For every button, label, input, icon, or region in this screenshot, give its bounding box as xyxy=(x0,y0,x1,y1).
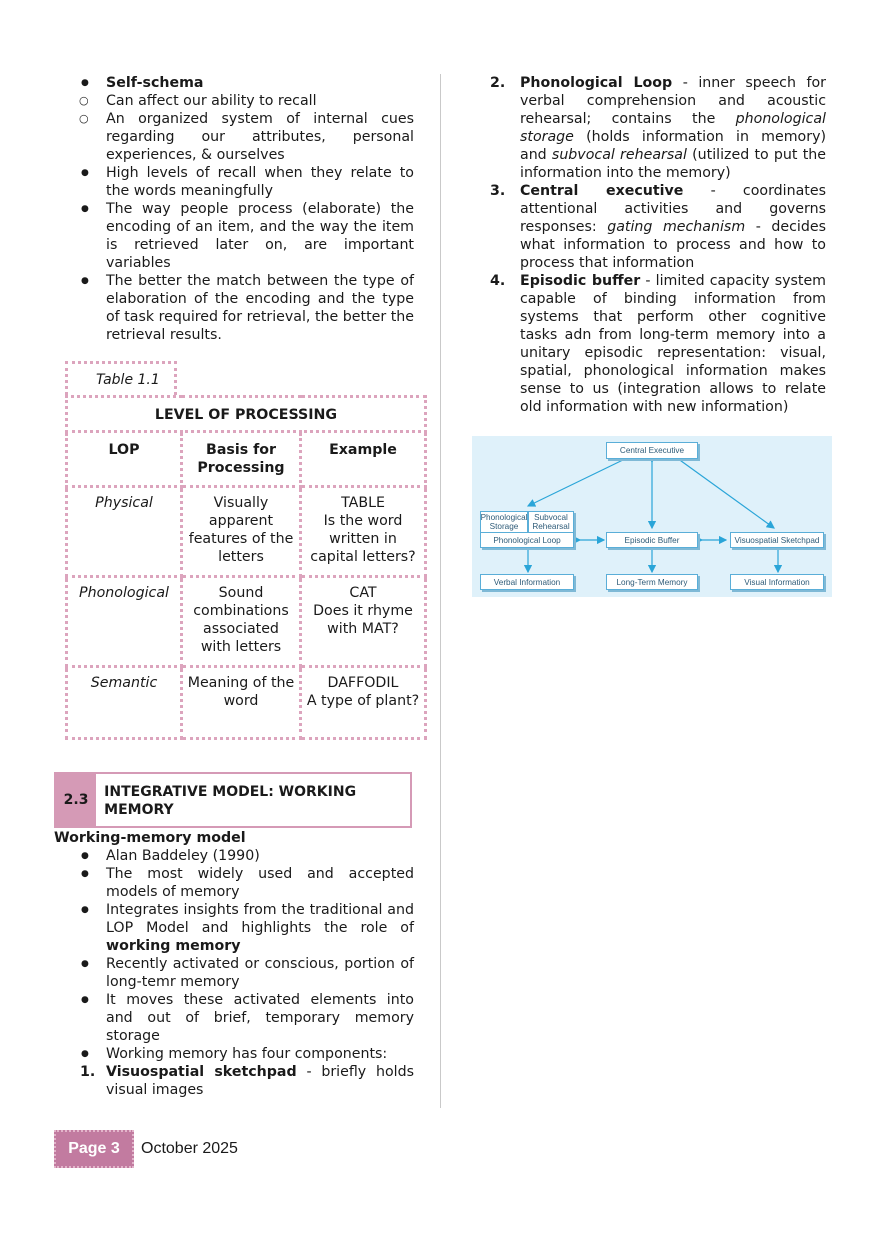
page-number-badge: Page 3 xyxy=(54,1130,134,1168)
column-header: Example xyxy=(301,432,426,487)
long-term-memory-box: Long-Term Memory xyxy=(606,574,698,590)
example-word: TABLE xyxy=(341,495,385,511)
list-item xyxy=(54,1063,414,1099)
self-schema-list xyxy=(54,74,414,92)
example-word: CAT xyxy=(349,585,377,601)
table-cell xyxy=(301,577,426,667)
list-item xyxy=(54,74,414,92)
section-number: 2.3 xyxy=(56,774,96,826)
section-header xyxy=(54,772,412,828)
list-item: ● The way people process (elaborate) the encoding of an item, and the way the item is retrieved later on, are important variables xyxy=(54,200,414,272)
central-executive-box: Central Executive xyxy=(606,442,698,459)
table-row xyxy=(67,667,426,739)
lop-table xyxy=(65,395,427,740)
working-memory-term: working memory xyxy=(106,938,241,954)
item-number: 2. xyxy=(490,75,506,91)
phonological-loop-box: Phonological Loop xyxy=(480,532,574,548)
table-row xyxy=(67,577,426,667)
item-number: 3. xyxy=(490,183,506,199)
wm-heading: Working-memory model xyxy=(54,830,246,846)
column-divider xyxy=(440,74,441,1108)
example-question: Is the word written in capital letters? xyxy=(310,513,416,565)
section-title: INTEGRATIVE MODEL: WORKING MEMORY xyxy=(104,784,357,818)
list-item: ● Recently activated or conscious, portion of long-temr memory xyxy=(54,955,414,991)
component-name: Central executive xyxy=(520,183,684,199)
term: phonological storage xyxy=(520,111,826,145)
working-memory-block xyxy=(54,829,414,1099)
list-item: ● Alan Baddeley (1990) xyxy=(54,847,414,865)
lop-table-block xyxy=(65,361,427,740)
list-item: ● The most widely used and accepted models of memory xyxy=(54,865,414,901)
table-cell: Sound combinations associated with letters xyxy=(182,577,301,667)
right-column xyxy=(490,74,826,416)
table-row xyxy=(67,487,426,577)
list-item xyxy=(490,272,826,416)
wm-components-list xyxy=(54,1063,414,1099)
footer-date: October 2025 xyxy=(141,1140,238,1157)
table-cell: Semantic xyxy=(67,667,182,739)
list-item: ● It moves these activated elements into and out of brief, temporary memory storage xyxy=(54,991,414,1045)
arrow-central-sketchpad xyxy=(677,458,774,528)
list-item: ● Working memory has four components: xyxy=(54,1045,414,1063)
component-name: Episodic buffer xyxy=(520,273,641,289)
recall-bullets xyxy=(54,164,414,344)
component-name: Visuospatial sketchpad xyxy=(106,1064,297,1080)
term: subvocal rehearsal xyxy=(551,147,687,163)
component-desc: (holds information in memory) and xyxy=(520,129,826,163)
table-cell: Physical xyxy=(67,487,182,577)
wm-bullets xyxy=(54,847,414,1063)
component-desc: - briefly holds visual images xyxy=(106,1064,414,1098)
term: gating mechanism xyxy=(607,219,746,235)
column-header: Basis for Processing xyxy=(182,432,301,487)
table-cell: Meaning of the word xyxy=(182,667,301,739)
column-header: LOP xyxy=(67,432,182,487)
phonological-storage-box: Phonological Storage xyxy=(480,513,528,531)
component-desc: - coordinates attentional activities and governs responses: xyxy=(520,183,826,235)
verbal-information-box: Verbal Information xyxy=(480,574,574,590)
component-desc: - limited capacity system capable of binding information from systems that perform other cognitive tasks adn from long-term memory into a unitary episodic representation: visual, spatial, phonological information makes sense to us (integration allows to relate old information with new information) xyxy=(520,273,827,415)
example-question: A type of plant? xyxy=(306,693,420,709)
left-column xyxy=(54,74,414,344)
table-title: LEVEL OF PROCESSING xyxy=(67,397,426,432)
example-word: DAFFODIL xyxy=(327,675,399,691)
component-desc: - inner speech for verbal comprehension and acoustic rehearsal; contains the xyxy=(520,75,826,127)
list-item xyxy=(490,74,826,182)
table-caption: Table 1.1 xyxy=(65,361,177,395)
item-number: 4. xyxy=(490,273,506,289)
visuospatial-sketchpad-box: Visuospatial Sketchpad xyxy=(730,532,824,548)
table-cell xyxy=(301,487,426,577)
wm-components-list-cont xyxy=(490,74,826,416)
list-item xyxy=(54,901,414,955)
subvocal-rehearsal-box: Subvocal Rehearsal xyxy=(528,511,574,533)
list-item: ● The better the match between the type of elaboration of the encoding and the type of task required for retrieval, the better the retrieval results. xyxy=(54,272,414,344)
component-name: Phonological Loop xyxy=(520,75,673,91)
list-item xyxy=(490,182,826,272)
list-item-text: Integrates insights from the traditional and LOP Model and highlights the role of xyxy=(106,902,414,936)
self-schema-sublist xyxy=(54,92,414,164)
item-number: 1. xyxy=(80,1064,96,1080)
component-desc: - decides what information to process and how to process that information xyxy=(520,219,826,271)
visual-information-box: Visual Information xyxy=(730,574,824,590)
list-item: ● High levels of recall when they relate to the words meaningfully xyxy=(54,164,414,200)
table-cell xyxy=(301,667,426,739)
episodic-buffer-box: Episodic Buffer xyxy=(606,532,698,548)
arrow-central-loop xyxy=(528,458,627,506)
working-memory-diagram xyxy=(472,436,832,597)
list-item: ○ Can affect our ability to recall xyxy=(54,92,414,110)
self-schema-title: Self-schema xyxy=(106,75,204,91)
component-desc: (utilized to put the information into the memory) xyxy=(520,147,826,181)
table-cell: Phonological xyxy=(67,577,182,667)
example-question: Does it rhyme with MAT? xyxy=(313,603,413,637)
table-cell: Visually apparent features of the letters xyxy=(182,487,301,577)
list-item: ○ An organized system of internal cues regarding our attributes, personal experiences, & ourselves xyxy=(54,110,414,164)
